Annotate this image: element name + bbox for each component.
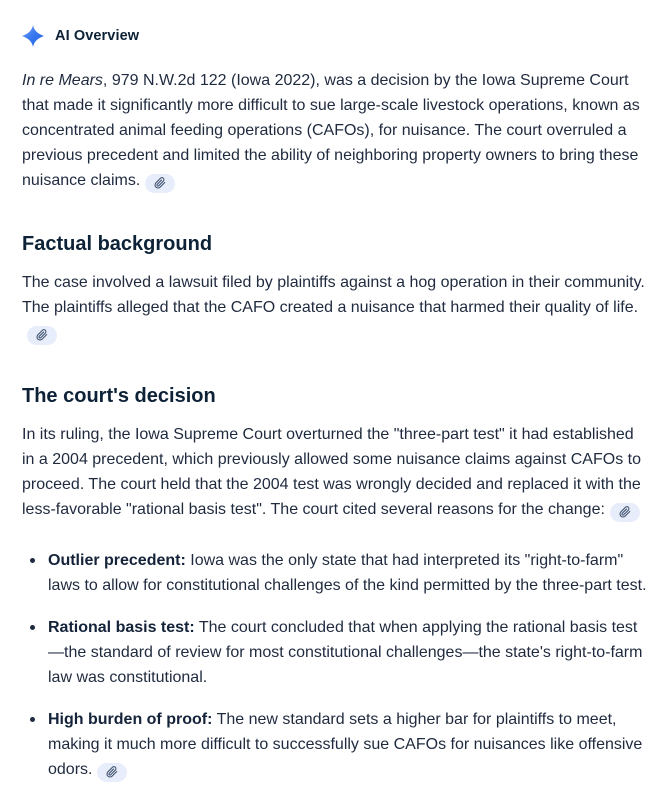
intro-paragraph (22, 68, 650, 193)
bullet-text: The court concluded that when applying the rational basis test—the standard of review for most constitutional challenges—the state's right-to-farm law was constitutional. (48, 619, 643, 686)
section-heading-factual-background: Factual background (22, 233, 213, 255)
paperclip-icon (106, 766, 118, 778)
citation-link-chip[interactable] (97, 763, 127, 782)
gemini-sparkle-icon (22, 25, 44, 47)
courts-decision-paragraph (22, 422, 650, 522)
factual-background-paragraph (22, 270, 650, 345)
ai-overview-label: AI Overview (55, 28, 140, 44)
intro-text: , 979 N.W.2d 122 (Iowa 2022), was a decision by the Iowa Supreme Court that made it significantly more difficult to sue large-scale livestock operations, known as concentrated animal feeding operations (CAFOs), for nuisance. The court overruled a previous precedent and limited the ability of neighboring property owners to bring these nuisance claims. (22, 72, 640, 189)
list-item-outlier-precedent (22, 548, 650, 598)
courts-decision-text: In its ruling, the Iowa Supreme Court overturned the "three-part test" it had established in a 2004 precedent, which previously allowed some nuisance claims against CAFOs to proceed. The court held that the 2004 test was wrongly decided and replaced it with the less-favorable "rational basis test". The court cited several reasons for the change: (22, 426, 641, 518)
bullet-icon (30, 717, 35, 722)
paperclip-icon (36, 329, 48, 341)
citation-link-chip[interactable] (610, 503, 640, 522)
bullet-bold-label: Outlier precedent: (48, 552, 186, 569)
reasons-list (22, 548, 650, 782)
list-item-rational-basis-test (22, 615, 650, 690)
citation-link-chip[interactable] (27, 326, 57, 345)
paperclip-icon (619, 506, 631, 518)
factual-background-text: The case involved a lawsuit filed by plaintiffs against a hog operation in their community. The plaintiffs alleged that the CAFO created a nuisance that harmed their quality of life. (22, 274, 645, 316)
paperclip-icon (154, 177, 166, 189)
bullet-icon (30, 558, 35, 563)
ai-overview-header (22, 25, 650, 47)
bullet-bold-label: High burden of proof: (48, 711, 213, 728)
case-name: In re Mears (22, 72, 103, 89)
citation-link-chip[interactable] (145, 174, 175, 193)
bullet-text: Iowa was the only state that had interpreted its "right-to-farm" laws to allow for constitutional challenges of the kind permitted by the three-part test. (48, 552, 647, 594)
section-heading-courts-decision: The court's decision (22, 385, 216, 407)
bullet-text: The new standard sets a higher bar for plaintiffs to meet, making it much more difficult to successfully sue CAFOs for nuisances like offensive odors. (48, 711, 643, 778)
bullet-icon (30, 625, 35, 630)
list-item-high-burden-of-proof (22, 707, 650, 782)
bullet-bold-label: Rational basis test: (48, 619, 195, 636)
